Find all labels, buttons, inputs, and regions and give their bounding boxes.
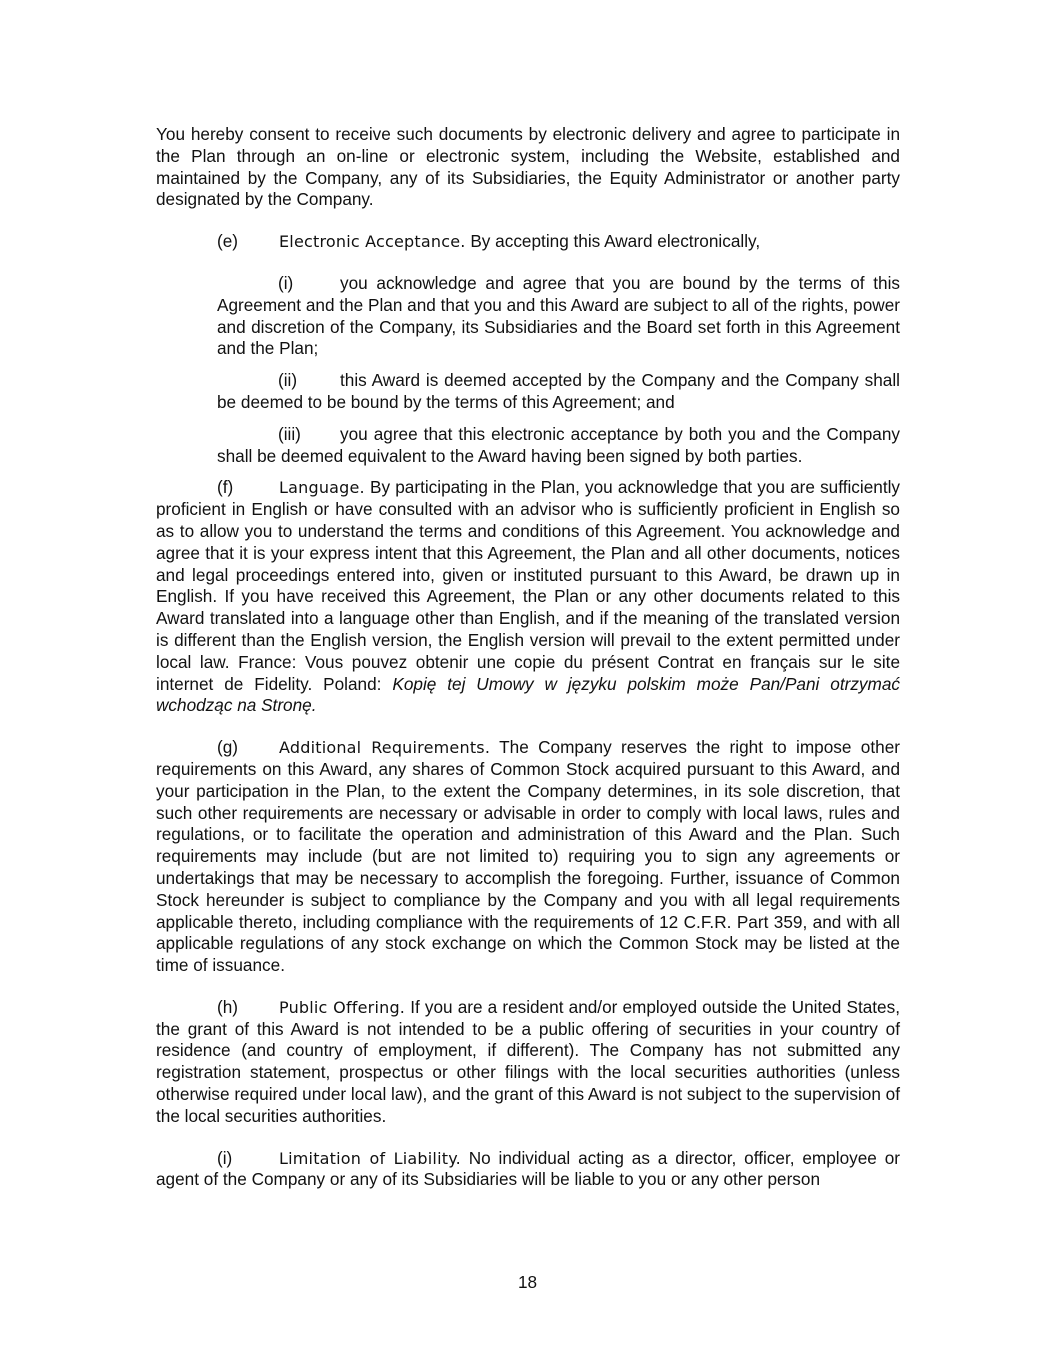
section-e-item-iii	[217, 424, 900, 468]
intro-paragraph: You hereby consent to receive such documents by electronic delivery and agree to participate in the Plan through an on-line or electronic system, including the Website, established and maintained by the Company, any of its Subsidiaries, the Equity Administrator or another party designated by the Company.	[156, 124, 900, 210]
section-e-item-i	[217, 273, 900, 360]
section-h-paragraph	[156, 997, 900, 1128]
section-e-items	[217, 273, 900, 467]
section-g-number: (g)	[217, 737, 239, 758]
item-iii-number: (iii)	[278, 423, 301, 444]
section-i-heading: Limitation of Liability.	[279, 1148, 461, 1168]
document-page	[156, 124, 900, 1191]
section-g-text: The Company reserves the right to impose other requirements on this Award, any shares of Common Stock acquired pursuant to this Award, and your participation in the Plan, to the extent the Company determines, in its sole discretion, that such other requirements are necessary or advisable in order to comply with local laws, rules and regulations, or to facilitate the operation and administration of this Award and the Plan. Such requirements may include (but are not limited to) requiring you to sign any agreements or undertakings that may be necessary to accomplish the foregoing. Further, issuance of Common Stock hereunder is subject to compliance by the Company and you with all legal requirements applicable thereto, including compliance with the requirements of 12 C.F.R. Part 359, and with all applicable regulations of any stock exchange on which the Common Stock may be listed at the time of issuance.	[156, 737, 900, 976]
section-e-paragraph	[156, 231, 900, 253]
section-e-item-ii	[217, 370, 900, 414]
section-i-text: No individual acting as a director, officer, employee or agent of the Company or any of its Subsidiaries will be liable to you or any other person	[156, 1147, 900, 1190]
section-f-text: By participating in the Plan, you acknowledge that you are sufficiently proficient in English or have consulted with an advisor who is sufficiently proficient in English so as to allow you to understand the terms and conditions of this Agreement. You acknowledge and agree that it is your express intent that this Agreement, the Plan and all other documents, notices and legal proceedings entered into, given or instituted pursuant to this Award, be drawn up in English. If you have received this Agreement, the Plan or any other documents related to this Award translated into a language other than English, and if the meaning of the translated version is different than the English version, the English version will prevail to the extent permitted under local law. France: Vous pouvez obtenir une copie du présent Contrat en français sur le site internet de Fidelity. Poland:	[156, 477, 901, 694]
section-e-text: By accepting this Award electronically,	[470, 231, 761, 252]
section-f-number: (f)	[217, 477, 234, 498]
item-ii-number: (ii)	[278, 370, 298, 391]
section-h-number: (h)	[217, 996, 239, 1017]
item-i-text: you acknowledge and agree that you are bound by the terms of this Agreement and the Plan and that you and this Award are subject to all of the rights, power and discretion of the Company, its Subsidiaries and the Board set forth in this Agreement and the Plan;	[217, 272, 900, 359]
section-e-number: (e)	[217, 231, 239, 252]
section-h-heading: Public Offering.	[279, 997, 406, 1017]
section-e-heading: Electronic Acceptance.	[279, 232, 466, 252]
section-i-paragraph	[156, 1148, 900, 1192]
item-iii-text: you agree that this electronic acceptance by both you and the Company shall be deemed equivalent to the Award having been signed by both parties.	[217, 423, 900, 466]
section-f-heading: Language.	[279, 478, 365, 498]
section-f-polish-text: Kopię tej Umowy w języku polskim może Pan/Pani otrzymać wchodząc na Stronę.	[156, 673, 900, 716]
item-ii-text: this Award is deemed accepted by the Company and the Company shall be deemed to be bound by the terms of this Agreement; and	[217, 370, 900, 412]
section-f-paragraph	[156, 477, 900, 717]
section-h-text: If you are a resident and/or employed outside the United States, the grant of this Award is not intended to be a public offering of securities in your country of residence (and country of employment, if different). The Company has not submitted any registration statement, prospectus or other filings with the local securities authorities (unless otherwise required under local law), and the grant of this Award is not subject to the supervision of the local securities authorities.	[156, 996, 900, 1126]
section-g-heading: Additional Requirements.	[279, 738, 491, 758]
section-g-paragraph	[156, 737, 900, 977]
section-i-number: (i)	[217, 1147, 233, 1168]
item-i-number: (i)	[278, 272, 294, 293]
page-number: 18	[517, 1272, 538, 1292]
